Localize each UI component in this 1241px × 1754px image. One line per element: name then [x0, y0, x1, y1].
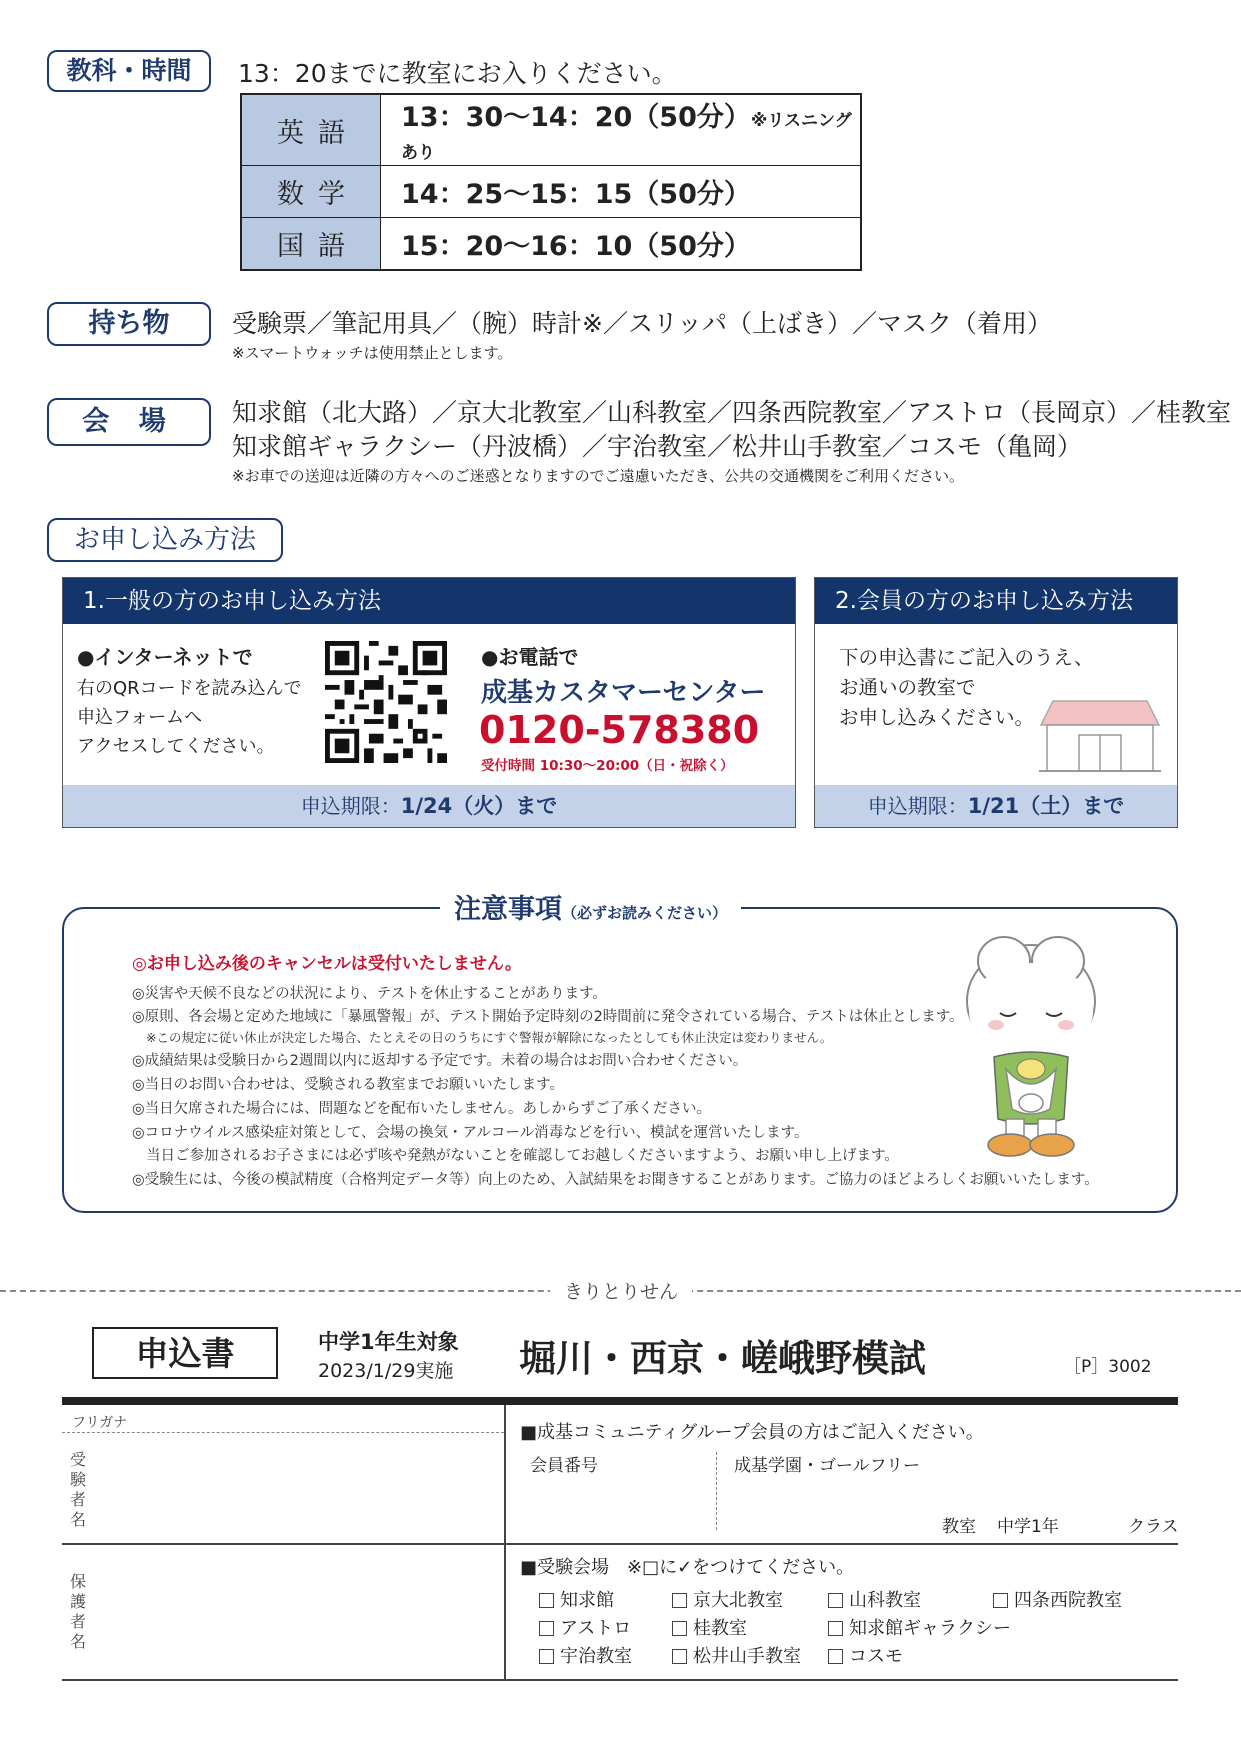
form-middle-rule	[62, 1543, 1178, 1545]
checkbox[interactable]	[672, 1593, 687, 1608]
cancel-warning: ◎お申し込み後のキャンセルは受付いたしません。	[132, 954, 522, 974]
venues-line2: 知求館ギャラクシー（丹波橋）／宇治教室／松井山手教室／コスモ（亀岡）	[232, 432, 1083, 461]
mascot-bowing-icon	[956, 933, 1106, 1163]
checkbox[interactable]	[828, 1593, 843, 1608]
guardian-name-field[interactable]	[100, 1548, 500, 1676]
internet-line1: 右のQRコードを読み込んで	[77, 678, 302, 699]
venue-option-shijosaiin[interactable]: 四条西院教室	[993, 1586, 1122, 1612]
note-item: ◎成績結果は受験日から2週間以内に返却する予定です。未着の場合はお問い合わせください。	[132, 1053, 748, 1069]
form-exam-title: 堀川・西京・嵯峨野模試	[519, 1337, 926, 1380]
checkbox[interactable]	[828, 1621, 843, 1636]
venue-option-uji[interactable]: 宇治教室	[539, 1642, 632, 1668]
schedule-table	[240, 93, 862, 271]
subject-cell: 国語	[241, 218, 381, 271]
table-row	[241, 94, 861, 166]
class-label: クラス	[1128, 1517, 1179, 1537]
guardian-label: 保護者名	[70, 1572, 87, 1651]
subject-cell: 数学	[241, 166, 381, 218]
note-item: ◎コロナウイルス感染症対策として、会場の換気・アルコール消毒などを行い、模試を運営いたします。	[132, 1125, 809, 1141]
listening-note: ※リスニングあり	[401, 111, 852, 163]
belongings-note: ※スマートウォッチは使用禁止とします。	[232, 344, 513, 362]
checkbox[interactable]	[539, 1621, 554, 1636]
note-item: ※この規定に従い休止が決定した場合、たとえその日のうちにすぐ警報が解除になったとしても休止決定は変わりません。	[146, 1030, 833, 1045]
venue-heading: ■受験会場 ※□に✓をつけてください。	[520, 1557, 855, 1578]
general-apply-box	[62, 577, 796, 828]
examinee-name-field[interactable]	[100, 1436, 500, 1540]
general-apply-title: 1.一般の方のお申し込み方法	[63, 578, 795, 624]
note-item: ◎災害や天候不良などの状況により、テストを休止することがあります。	[132, 986, 607, 1002]
internet-line2: 申込フォームへ	[77, 707, 203, 728]
classroom-field[interactable]	[734, 1480, 934, 1530]
apply-label: お申し込み方法	[47, 518, 283, 562]
venue-option-galaxy[interactable]: 知求館ギャラクシー	[828, 1614, 1011, 1640]
phone-hours: 受付時間 10:30〜20:00（日・祝除く）	[481, 758, 734, 774]
form-target: 中学1年生対象	[318, 1330, 459, 1354]
checkbox[interactable]	[993, 1593, 1008, 1608]
form-title: 申込書	[92, 1327, 278, 1379]
form-top-rule	[62, 1397, 1178, 1405]
customer-center: 成基カスタマーセンター	[481, 678, 766, 708]
checkbox[interactable]	[672, 1621, 687, 1636]
member-number-field[interactable]	[530, 1475, 710, 1527]
time-cell: 14：25〜15：15（50分）	[381, 166, 862, 218]
classroom-building-icon	[1039, 699, 1161, 773]
member-apply-title: 2.会員の方のお申し込み方法	[815, 578, 1177, 624]
internet-line3: アクセスしてください。	[77, 736, 275, 757]
venue-option-katsura[interactable]: 桂教室	[672, 1614, 747, 1640]
internet-heading: ●インターネットで	[77, 645, 253, 669]
table-row	[241, 166, 861, 218]
notes-box	[62, 894, 1178, 1213]
checkbox[interactable]	[672, 1649, 687, 1664]
venue-option-chikyukan[interactable]: 知求館	[539, 1586, 614, 1612]
time-cell: 15：20〜16：10（50分）	[381, 218, 862, 271]
furigana-label: フリガナ	[72, 1415, 128, 1431]
phone-heading: ●お電話で	[481, 645, 579, 669]
form-bottom-rule	[62, 1679, 1178, 1681]
table-row	[241, 218, 861, 271]
subjects-intro: 13：20までに教室にお入りください。	[238, 59, 677, 88]
notes-title: 注意事項（必ずお読みください）	[440, 887, 741, 926]
member-dashed-divider	[716, 1452, 717, 1530]
member-line2: お通いの教室で	[839, 676, 976, 699]
member-number-label: 会員番号	[530, 1456, 598, 1476]
note-item: ◎受験生には、今後の模試精度（合格判定データ等）向上のため、入試結果をお聞きすることがあります。ご協力のほどよろしくお願いいたします。	[132, 1172, 1099, 1188]
venues-note: ※お車での送迎は近隣の方々へのご迷惑となりますのでご遠慮いただき、公共の交通機関をご利用ください。	[232, 467, 964, 485]
checkbox[interactable]	[539, 1593, 554, 1608]
venue-option-cosmo[interactable]: コスモ	[828, 1642, 903, 1668]
cut-label: きりとりせん	[550, 1277, 692, 1304]
member-apply-box	[814, 577, 1178, 828]
subjects-label: 教科・時間	[47, 50, 211, 92]
member-deadline: 申込期限：1/21（土）まで	[815, 785, 1177, 827]
time-cell: 13：30〜14：20（50分）※リスニングあり	[381, 94, 862, 166]
furigana-field[interactable]	[160, 1407, 500, 1431]
phone-number[interactable]: 0120-578380	[479, 708, 760, 752]
form-code: ［P］3002	[1064, 1357, 1152, 1377]
venue-option-yamashina[interactable]: 山科教室	[828, 1586, 921, 1612]
member-line1: 下の申込書にご記入のうえ、	[839, 646, 1094, 669]
form-date: 2023/1/29実施	[318, 1360, 454, 1382]
venues-line1: 知求館（北大路）／京大北教室／山科教室／四条西院教室／アストロ（長岡京）／桂教室	[232, 398, 1232, 427]
belongings-label: 持ち物	[47, 302, 211, 346]
member-line3: お申し込みください。	[839, 706, 1035, 729]
general-deadline: 申込期限：1/24（火）まで	[63, 785, 795, 827]
school-name: 成基学園・ゴールフリー	[734, 1456, 920, 1476]
venue-option-astro[interactable]: アストロ	[539, 1614, 631, 1640]
subject-cell: 英語	[241, 94, 381, 166]
member-note: ■成基コミュニティグループ会員の方はご記入ください。	[520, 1422, 984, 1443]
class-field[interactable]	[1065, 1500, 1125, 1530]
note-item: ◎原則、各会場と定めた地域に「暴風警報」が、テスト開始予定時刻の2時間前に発令されている場合、テストは休止とします。	[132, 1009, 964, 1025]
checkbox[interactable]	[539, 1649, 554, 1664]
grade-label: 中学1年	[997, 1517, 1059, 1537]
checkbox[interactable]	[828, 1649, 843, 1664]
form-divider-vertical	[504, 1405, 506, 1679]
venues-label: 会 場	[47, 398, 211, 446]
venue-option-kyodaikita[interactable]: 京大北教室	[672, 1586, 783, 1612]
note-item: ◎当日のお問い合わせは、受験される教室までお願いいたします。	[132, 1077, 564, 1093]
belongings-items: 受験票／筆記用具／（腕）時計※／スリッパ（上ばき）／マスク（着用）	[232, 309, 1052, 338]
examinee-label: 受験者名	[70, 1450, 87, 1529]
venue-option-matsuiyamate[interactable]: 松井山手教室	[672, 1642, 801, 1668]
qr-code-icon[interactable]	[325, 641, 447, 763]
note-item: ◎当日欠席された場合には、問題などを配布いたしません。あしからずご了承ください。	[132, 1101, 712, 1117]
note-item: 当日ご参加されるお子さまには必ず咳や発熱がないことを確認してお越しくださいますよう、お願い申し上げます。	[146, 1148, 899, 1164]
classroom-label: 教室	[942, 1517, 976, 1537]
furigana-dashed-rule	[62, 1432, 504, 1433]
